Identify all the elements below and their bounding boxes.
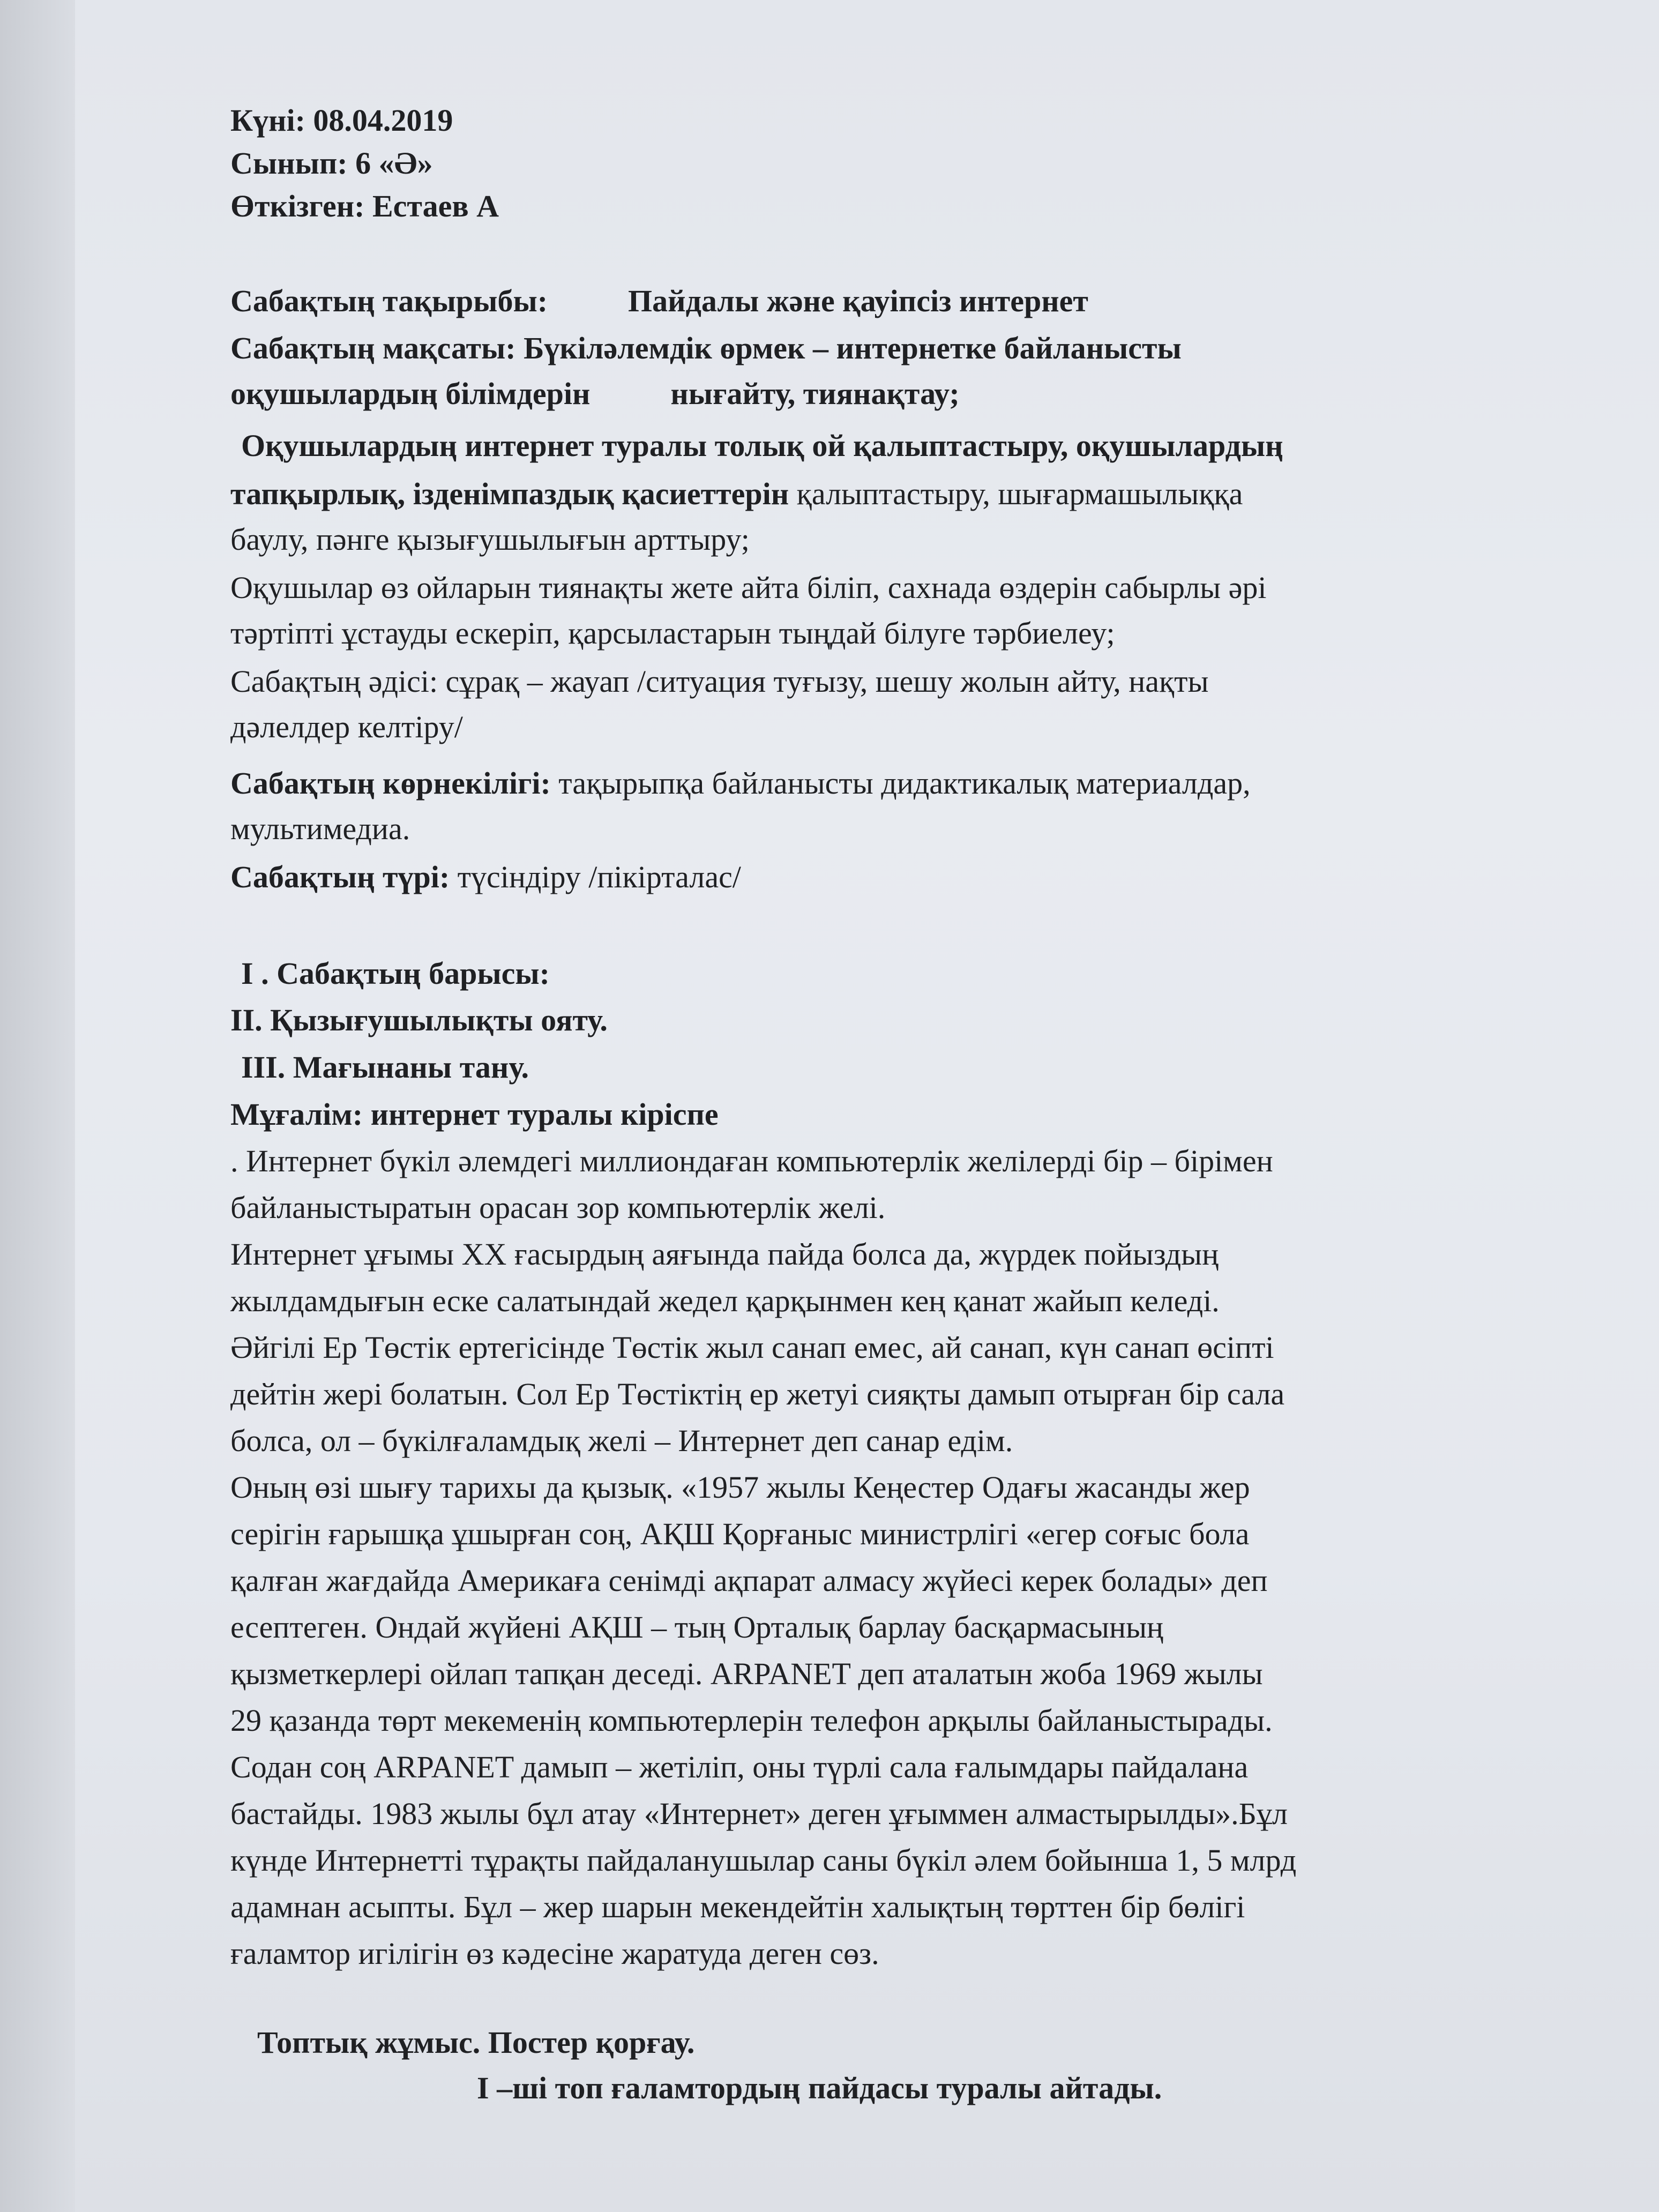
page-edge-shadow — [0, 0, 75, 2212]
group-1-task: І –ші топ ғаламтордың пайдасы туралы айтады. — [477, 2071, 1162, 2105]
body-line: ғаламтор игілігін өз кәдесіне жаратуда деген сөз. — [230, 1936, 879, 1971]
body-line: есептеген. Ондай жүйені АҚШ – тың Орталық барлау басқармасының — [230, 1610, 1164, 1645]
body-line: күнде Интернетті тұрақты пайдаланушылар саны бүкіл әлем бойынша 1, 5 млрд — [230, 1843, 1297, 1878]
body-line: жылдамдығын еске салатындай жедел қарқынмен кең қанат жайып келеді. — [230, 1283, 1220, 1318]
type-label: Сабақтың түрі: — [230, 860, 450, 894]
type-line: Сабақтың түрі: түсіндіру /пікірталас/ — [230, 860, 741, 894]
body-line: дейтін жері болатын. Сол Ер Төстіктің ер жетуі сияқты дамып отырған бір сала — [230, 1377, 1285, 1411]
visuals-label: Сабақтың көрнекілігі: — [230, 766, 551, 801]
goal-line-5: баулу, пәнге қызығушылығын арттыру; — [230, 522, 750, 557]
body-line: Содан соң ARPANET дамып – жетіліп, оны түрлі сала ғалымдары пайдалана — [230, 1750, 1249, 1784]
method-line-1: Сабақтың әдісі: сұрақ – жауап /ситуация туғызу, шешу жолын айту, нақты — [230, 664, 1209, 699]
goal-line-2: оқушылардың білімдерін нығайту, тиянақтау; — [230, 376, 960, 411]
body-line: серігін ғарышқа ұшырған соң, АҚШ Қорғаныс министрлігі «егер соғыс бола — [230, 1516, 1250, 1551]
body-line: қызметкерлері ойлап тапқан деседі. ARPANET деп аталатын жоба 1969 жылы — [230, 1656, 1263, 1691]
teacher-intro: Мұғалім: интернет туралы кіріспе — [230, 1097, 719, 1132]
body-line: Әйгілі Ер Төстік ертегісінде Төстік жыл санап емес, ай санап, күн санап өсіпті — [230, 1330, 1274, 1365]
body-line: Интернет ұғымы ХХ ғасырдың аяғында пайда болса да, жүрдек пойыздың — [230, 1237, 1219, 1272]
topic-line — [230, 279, 1088, 324]
teacher-line: Өткізген: Естаев А — [230, 189, 499, 223]
goal-line-1: Сабақтың мақсаты: Бүкіләлемдік өрмек – интернетке байланысты — [230, 331, 1182, 365]
body-line: адамнан асыпты. Бұл – жер шарын мекендейтін халықтың төрттен бір бөлігі — [230, 1889, 1245, 1924]
body-line: бастайды. 1983 жылы бұл атау «Интернет» деген ұғыммен алмастырылды».Бұл — [230, 1796, 1288, 1831]
goal-line-4: тапқырлық, ізденімпаздық қасиеттерін қалыптастыру, шығармашылыққа — [230, 476, 1243, 511]
body-line: қалған жағдайда Америкаға сенімді ақпарат алмасу жүйесі керек болады» деп — [230, 1563, 1268, 1598]
goal-line-3: Оқушылардың интернет туралы толық ой қалыптастыру, оқушылардың — [241, 428, 1283, 463]
visuals-line-1: Сабақтың көрнекілігі: тақырыпқа байланысты дидактикалық материалдар, — [230, 766, 1251, 801]
step-2: ІІ. Қызығушылықты ояту. — [230, 1003, 608, 1037]
group-work-title: Топтық жұмыс. Постер қорғау. — [257, 2025, 695, 2060]
goal-label: Сабақтың мақсаты: — [230, 331, 516, 365]
goal-line-6: Оқушылар өз ойларын тиянақты жете айта біліп, сахнада өздерін сабырлы әрі — [230, 570, 1267, 605]
goal-line-7: тәртіпті ұстауды ескеріп, қарсыластарын тыңдай білуге тәрбиелеу; — [230, 616, 1115, 651]
body-line: . Интернет бүкіл әлемдегі миллиондаған компьютерлік желілерді бір – бірімен — [230, 1144, 1273, 1178]
body-line: байланыстыратын орасан зор компьютерлік желі. — [230, 1190, 886, 1225]
method-line-2: дәлелдер келтіру/ — [230, 709, 463, 744]
body-line: 29 қазанда төрт мекеменің компьютерлерін телефон арқылы байланыстырады. — [230, 1703, 1273, 1738]
class-line: Сынып: 6 «Ә» — [230, 146, 433, 181]
step-3: ІІІ. Мағынаны тану. — [241, 1050, 529, 1085]
body-line: Оның өзі шығу тарихы да қызық. «1957 жылы Кеңестер Одағы жасанды жер — [230, 1470, 1250, 1505]
date-line: Күні: 08.04.2019 — [230, 103, 453, 138]
visuals-line-2: мультимедиа. — [230, 811, 410, 846]
topic-value: Пайдалы және қауіпсіз интернет — [628, 283, 1088, 318]
topic-label: Сабақтың тақырыбы: — [230, 283, 548, 318]
step-1: І . Сабақтың барысы: — [241, 956, 550, 991]
body-line: болса, ол – бүкілғаламдық желі – Интернет деп санар едім. — [230, 1423, 1013, 1458]
